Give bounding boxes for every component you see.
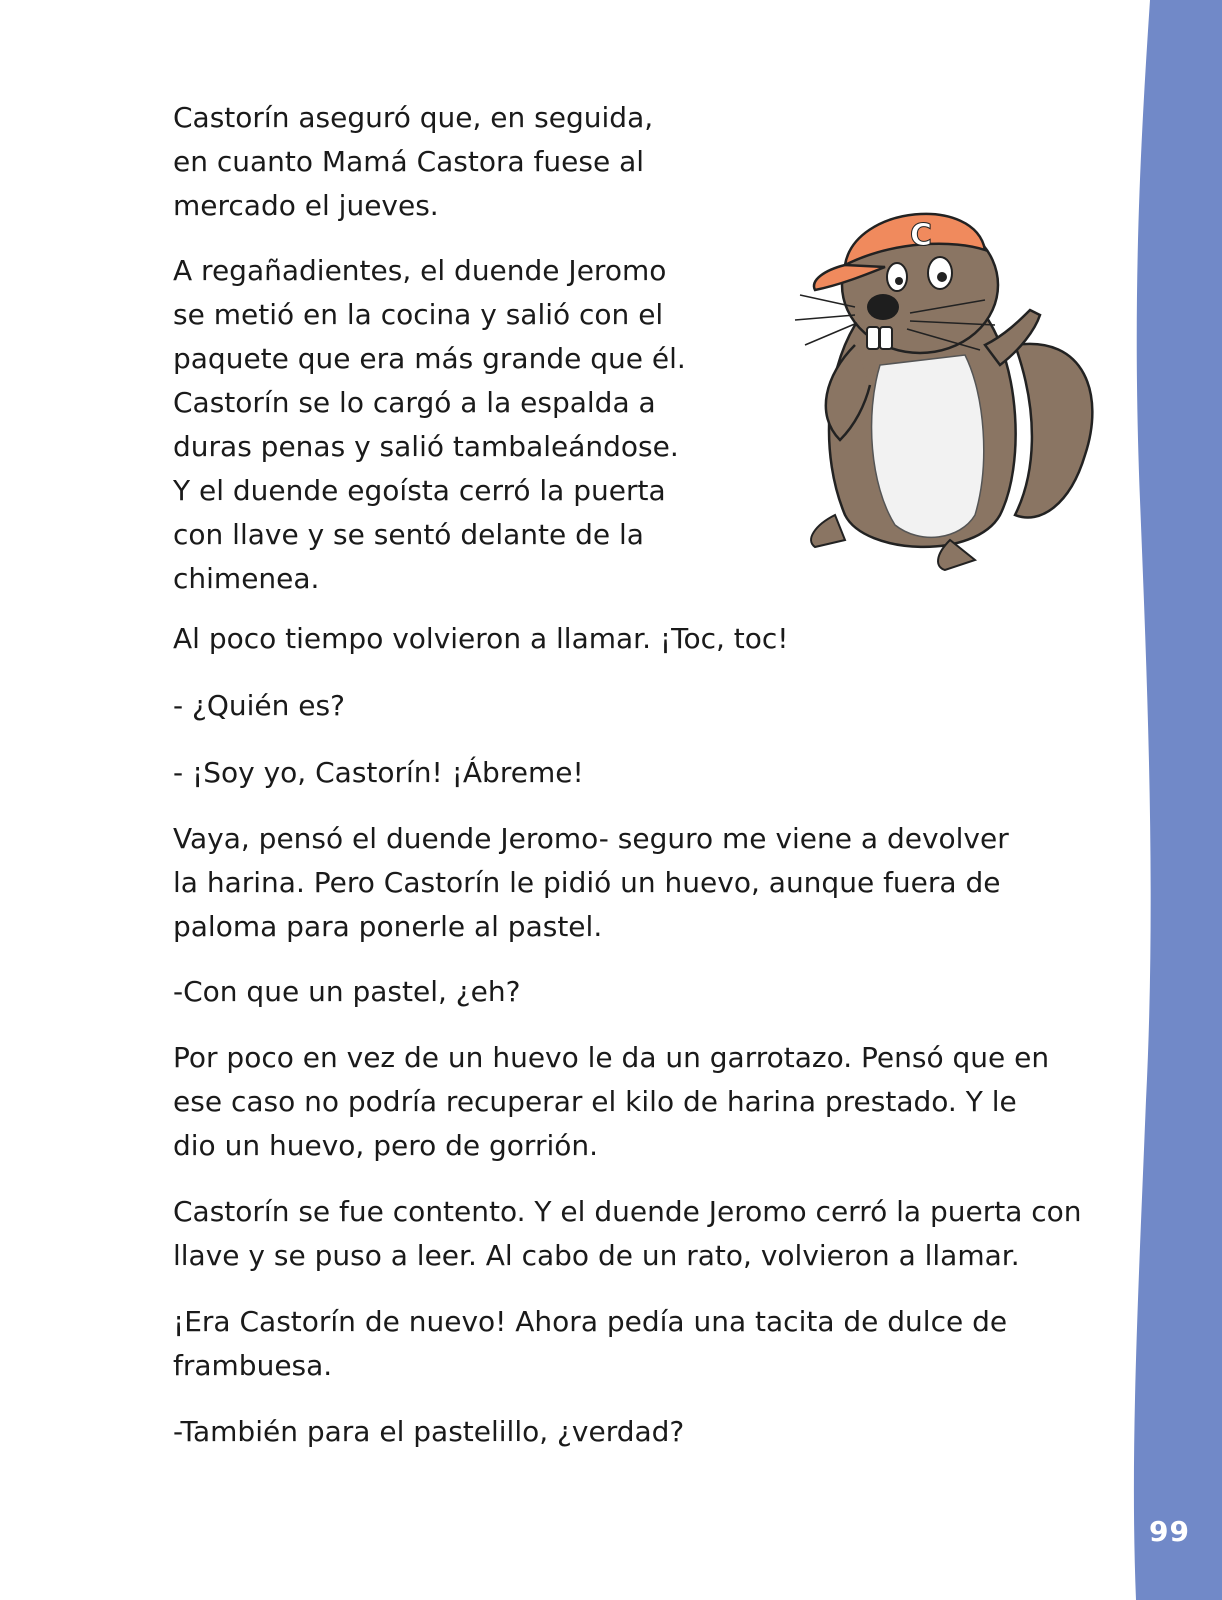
paragraph-3: Al poco tiempo volvieron a llamar. ¡Toc, toc! xyxy=(173,622,789,655)
paragraph-10: ¡Era Castorín de nuevo! Ahora pedía una tacita de dulce de frambuesa. xyxy=(173,1305,1008,1382)
page-number: 99 xyxy=(1149,1515,1190,1548)
paragraph-2: A regañadientes, el duende Jeromo se metió en la cocina y salió con el paquete que era más grande que él. Castorín se lo cargó a la espalda a duras penas y salió tambaleándose. Y el duende egoísta cerró la puerta con llave y se sentó delante de la chimenea. xyxy=(173,254,686,595)
paragraph-5: - ¡Soy yo, Castorín! ¡Ábreme! xyxy=(173,756,584,789)
paragraph-11: -También para el pastelillo, ¿verdad? xyxy=(173,1415,685,1448)
paragraph-1: Castorín aseguró que, en seguida, en cuanto Mamá Castora fuese al mercado el jueves. xyxy=(173,101,654,222)
side-band-decoration xyxy=(1122,0,1222,1600)
paragraph-7: -Con que un pastel, ¿eh? xyxy=(173,975,521,1008)
paragraph-4: - ¿Quién es? xyxy=(173,689,345,722)
beaver-with-cap-icon xyxy=(785,195,1115,595)
paragraph-8: Por poco en vez de un huevo le da un garrotazo. Pensó que en ese caso no podría recuperar el kilo de harina prestado. Y le dio un huevo, pero de gorrión. xyxy=(173,1041,1050,1162)
svg-text:C: C xyxy=(910,218,933,253)
paragraph-9: Castorín se fue contento. Y el duende Jeromo cerró la puerta con llave y se puso a leer. Al cabo de un rato, volvieron a llamar. xyxy=(173,1195,1082,1272)
paragraph-6: Vaya, pensó el duende Jeromo- seguro me viene a devolver la harina. Pero Castorín le pidió un huevo, aunque fuera de paloma para ponerle al pastel. xyxy=(173,822,1009,943)
